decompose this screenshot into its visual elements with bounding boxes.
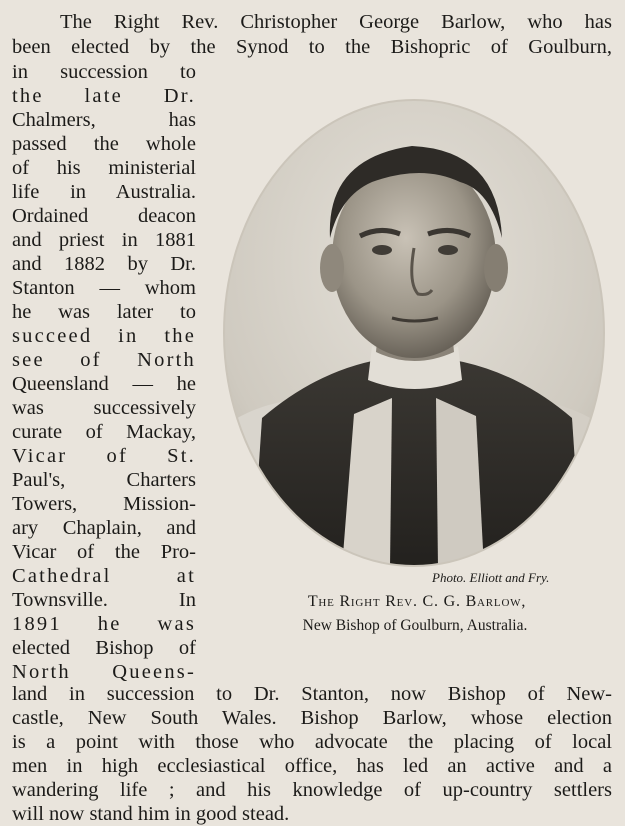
caption-title: The Right Rev. C. G. Barlow, [307,593,527,610]
article-line: The Right Rev. Christopher George Barlow, who has [60,11,612,33]
article-line: life in Australia. [12,181,196,203]
article-line: he was later to [12,301,196,323]
article-line: curate of Mackay, [12,421,196,443]
article-line: North Queens- [12,661,196,683]
article-line: see of North [12,349,196,371]
article-line: passed the whole [12,133,196,155]
portrait-photo [222,98,606,568]
article-line: was successively [12,397,196,419]
article-line: is a point with those who advocate the placing of local [12,731,612,753]
article-line: of his ministerial [12,157,196,179]
article-line: been elected by the Synod to the Bishopric of Goulburn, [12,36,612,58]
article-line: men in high ecclesiastical office, has led an active and a [12,755,612,777]
article-line: in succession to [12,61,196,83]
caption-subtitle: New Bishop of Goulburn, Australia. [302,617,528,634]
article-line: land in succession to Dr. Stanton, now Bishop of New- [12,683,612,705]
article-line: Vicar of St. [12,445,196,467]
article-line: and 1882 by Dr. [12,253,196,275]
article-line: 1891 he was [12,613,196,635]
article-line: succeed in the [12,325,196,347]
article-line: castle, New South Wales. Bishop Barlow, whose election [12,707,612,729]
article-line: Cathedral at [12,565,196,587]
article-line: Chalmers, has [12,109,196,131]
article-line: Queensland — he [12,373,196,395]
article-line: wandering life ; and his knowledge of up-country settlers [12,779,612,801]
article-line: Paul's, Charters [12,469,196,491]
article-line: and priest in 1881 [12,229,196,251]
article-line: Towers, Mission- [12,493,196,515]
article-line: elected Bishop of [12,637,196,659]
article-line: Stanton — whom [12,277,196,299]
article-line: will now stand him in good stead. [12,803,290,825]
article-line: Vicar of the Pro- [12,541,196,563]
article-line: Townsville. In [12,589,196,611]
photo-credit: Photo. Elliott and Fry. [432,570,550,585]
article-line: Ordained deacon [12,205,196,227]
article-line: ary Chaplain, and [12,517,196,539]
article-line: the late Dr. [12,85,196,107]
